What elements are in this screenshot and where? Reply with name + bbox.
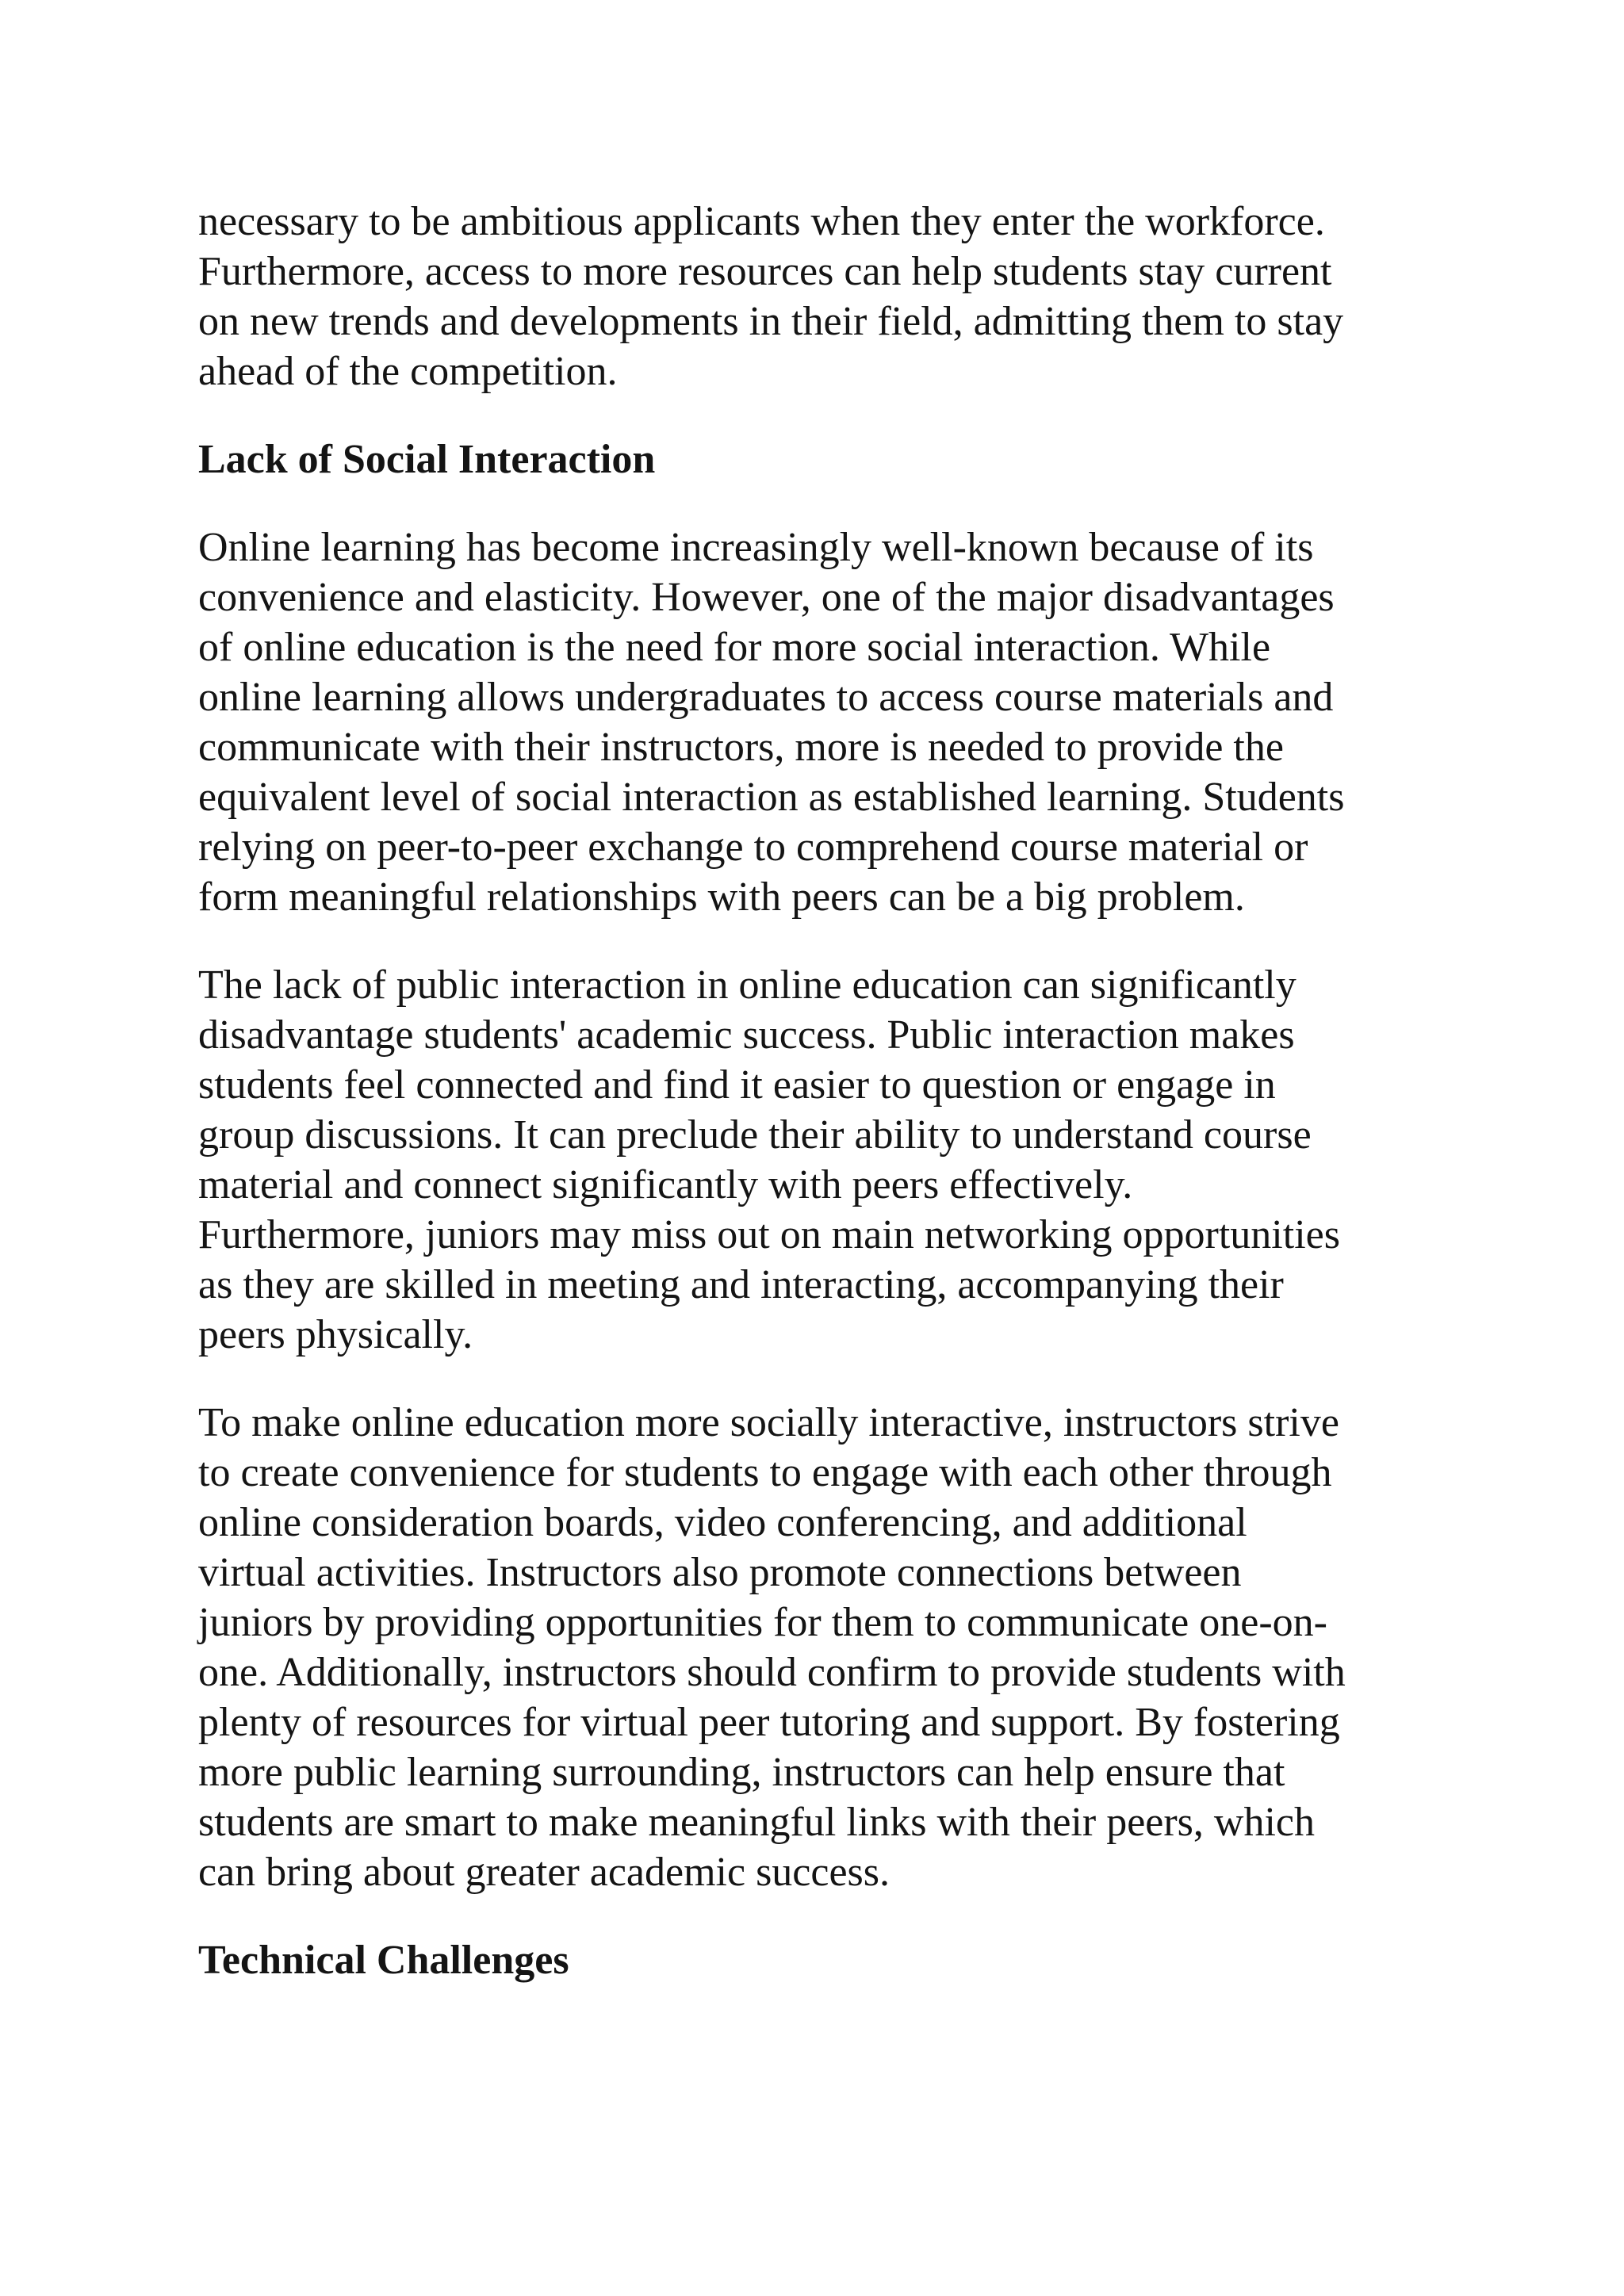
text-line: ahead of the competition. [198,349,618,394]
text-line: Furthermore, access to more resources can help students stay current [198,249,1332,294]
text-line: one. Additionally, instructors should confirm to provide students with [198,1650,1346,1695]
text-line: can bring about greater academic success. [198,1850,891,1895]
text-line: communicate with their instructors, more is needed to provide the [198,725,1284,770]
text-line: virtual activities. Instructors also promote connections between [198,1550,1242,1595]
text-line: peers physically. [198,1312,473,1357]
text-line: form meaningful relationships with peers can be a big problem. [198,874,1245,920]
text-line: to create convenience for students to engage with each other through [198,1450,1332,1495]
text-line: group discussions. It can preclude their ability to understand course [198,1112,1312,1158]
text-line: plenty of resources for virtual peer tutoring and support. By fostering [198,1700,1340,1745]
paragraph-online-learning-social [198,522,1435,922]
text-line: as they are skilled in meeting and interacting, accompanying their [198,1262,1284,1307]
text-line: equivalent level of social interaction as established learning. Students [198,775,1345,820]
heading-technical-challenges: Technical Challenges [198,1938,569,1983]
document-body [198,197,1435,2023]
heading-lack-of-social-interaction: Lack of Social Interaction [198,437,656,482]
text-line: students feel connected and find it easier to question or engage in [198,1062,1276,1108]
text-line: more public learning surrounding, instructors can help ensure that [198,1750,1285,1795]
text-line: material and connect significantly with peers effectively. [198,1162,1133,1207]
text-line: necessary to be ambitious applicants when they enter the workforce. [198,199,1325,244]
text-line: online learning allows undergraduates to access course materials and [198,675,1334,720]
text-line: The lack of public interaction in online education can significantly [198,962,1297,1008]
paragraph-socially-interactive [198,1398,1435,1897]
text-line: To make online education more socially interactive, instructors strive [198,1400,1339,1445]
text-line: of online education is the need for more social interaction. While [198,625,1271,670]
paragraph-workforce-resources [198,197,1435,396]
text-line: disadvantage students' academic success. Public interaction makes [198,1012,1295,1058]
text-line: relying on peer-to-peer exchange to comprehend course material or [198,825,1308,870]
text-line: online consideration boards, video conferencing, and additional [198,1500,1247,1545]
text-line: Furthermore, juniors may miss out on main networking opportunities [198,1212,1340,1257]
text-line: convenience and elasticity. However, one of the major disadvantages [198,575,1335,620]
text-line: juniors by providing opportunities for them to communicate one-on- [198,1600,1327,1645]
paragraph-public-interaction [198,960,1435,1360]
text-line: students are smart to make meaningful links with their peers, which [198,1800,1315,1845]
text-line: on new trends and developments in their field, admitting them to stay [198,299,1344,344]
text-line: Online learning has become increasingly well-known because of its [198,525,1314,570]
